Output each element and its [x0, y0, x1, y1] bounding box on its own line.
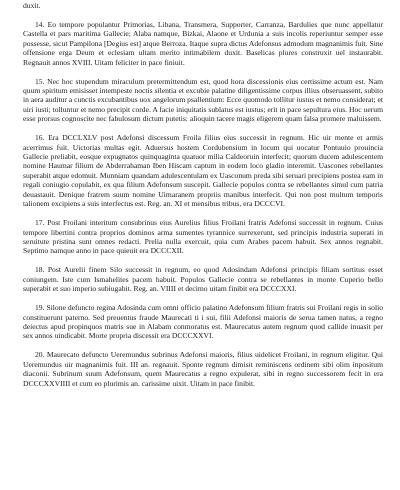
text-column: [23, 1, 383, 398]
paragraph-15: 15. Nec hoc stupendum miraculum pretermittendum est, quod hora discessionis eius certissime actum est. Nam quum spiritum emisisset intempeste noctis silentia et excubie palatine diligentissime corpus illius obseruassent, subito in aera auditur a cunctis excubantibus uox angelorum psallentium: Ecce quomodo tollitur iustus et nemo considerat; et uiri iusti; tolluntur et nemo precipit corde. A facie iniquitatis sublatus est iustus; erit in pace sepultura eius. Hoc uerum esse prorsus cognoscite nec fabulosum dictum putetis: alioquin tacere magis eligerem quam falsa promere maluissem.: [23, 76, 383, 124]
paragraph-20: 20. Maurecato defuncto Ueremundus subrinus Adefonsi maioris, filius uidelicet Froilani, in regnum eligitur. Qui Ueremundus uir magnanimis fuit. III an. regnauit. Sponte regnum dimisit reminiscens ordinem sibi olim inpositum diaconii. Subrinum suum Adefonsum, quem Maurecatus a regno expulerat, sibi in regno successorem fecit in era DCCCXXVIIII et cum eo plurimis an. carissime uixit. Uitam in pace finibit.: [23, 350, 383, 388]
paragraph-14: 14. Eo tempore populantur Primorias, Libana, Transmera, Supporter, Carranza, Bardulies que nunc appellatur Castella et pars maritima Gallecie; Alaba namque, Bizkai, Alaone et Urdunia a suis incolis reperiuntur semper esse possesse, sicut Pampilona [Degius est] atque Berroza. Itaque supra dictus Adefonsus admodum magnanimis fuit. Sine offensione erga Deum et eclesiam ultam merito intimabilem duxit. Baselicas plures construxit uel instaurabit. Regnauit annos XVIII. Uitam feliciter in pace finiuit.: [23, 20, 383, 67]
paragraph-13-ending: duxit.: [23, 1, 41, 10]
paragraph-18: 18. Post Aurelii finem Silo successit in regnum, eo quod Adosindam Adefonsi principis filiam sortitus esset coniungem. Iste cum Ismahelites pacem habuit. Populos Gallecie contra se rebellantes in monte Cuperio bello superabit et suo imperio subiugabit. Reg. an. VIIII et decimo uitam finibit era DCCCXXI.: [23, 265, 383, 294]
paragraph-19: 19. Silone defuncto regina Adosinda cum omni officio palatino Adefonsum filium fratris sui Froilani regis in solio constituerunt paterno. Sed preuentus fraude Maurecati ti i sui, filii Adefonsi maioris de serua tamen natus, a regno deiectus apud propinquos matris sue in Alabam conmoratus est. Maurecatus autem regnum quod callide inuasit per sex annos uindicabit. Morte propria discessit era DCCCXXVI.: [23, 303, 383, 341]
paragraph-16: 16. Era DCCLXLV post Adefonsi discessum Froila filius eius successit in regnum. Hic uir mente et armis acerrimus fuit. Uictorias multas egit. Aduersus hostem Cordubensium in locum qui uocatur Pontuuio prouincia Gallecie preliabit, eosque expugnatos quinquaginta quatuor milia Caldeoruin interfecit; quorum ducem adulescentem nomine Haumar filium de Abderrahaman Iben Hiscam captum in eodem loco gladio interemit. Uascones rebellantes superabit atque edomuit. Munniam quandam adulescentulam ex Uasconum preda sibi seruari precipiens postea eam in regali coniugio copulabit, ex qua filium Adefonsum suscepit. Gallecie populos contra se rebellantes simul cum patria deuastauit. Denique fratrem suum nomine Uimaranem propriis manibus interfecit. Qui non post multum temporis talionem excipiens a suis interfectus est. Reg. an. XI et mensibus tribus, era DCCCVI.: [23, 133, 383, 209]
paragraph-17: 17. Post Froilani interitum consubrinus eius Aurelius filius Froilani fratris Adefonsi successit in regnum. Cuius tempore libertini contra proprios dominos arma sumentes tyrannice surrexerunt, sed principis industria superati in seruitute pristina sunt omnes redacti. Prelia nulla exercuit, quia cum Arabes pacem habuit. Sex annos regnabit. Septimo namque anno in pace quieuit era DCCCXII.: [23, 218, 383, 256]
